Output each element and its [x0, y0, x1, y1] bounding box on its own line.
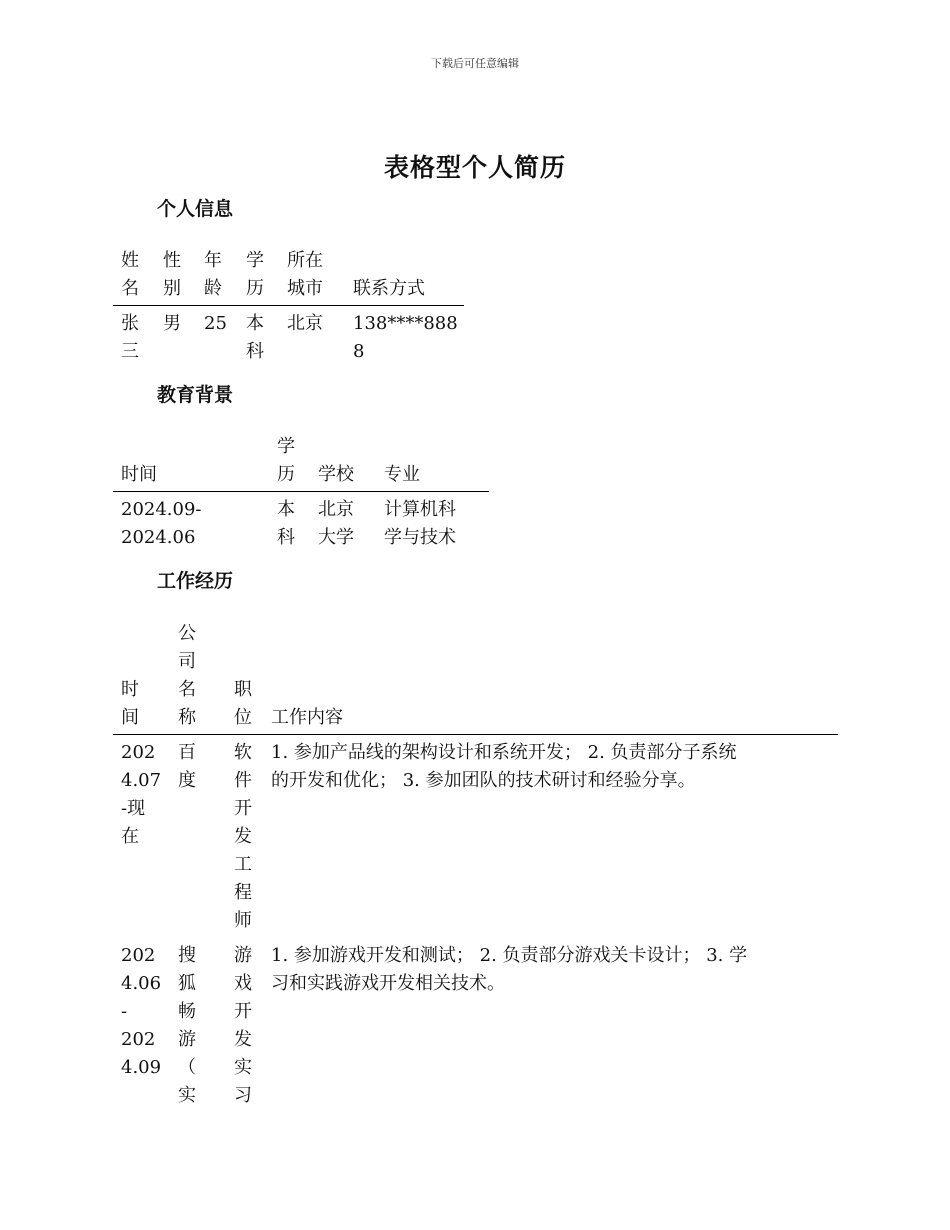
cell-contact: 138****888 8 — [353, 313, 458, 362]
cell-company: 搜 狐 畅 游 （ 实 — [178, 945, 196, 1106]
cell-degree: 本 科 — [277, 499, 295, 548]
cell-content: 1. 参加产品线的架构设计和系统开发； 2. 负责部分子系统 的开发和优化； 3. 参加团队的技术研讨和经验分享。 — [271, 742, 737, 791]
cell-major: 计算机科 学与技术 — [384, 499, 456, 548]
header-school: 学校 — [318, 464, 354, 485]
cell-education: 本 科 — [246, 313, 264, 362]
header-major: 专业 — [384, 464, 420, 485]
header-divider — [113, 305, 464, 306]
cell-position: 软 件 开 发 工 程 师 — [234, 742, 252, 931]
cell-age: 25 — [204, 313, 227, 334]
header-education: 学 历 — [246, 250, 264, 299]
cell-name: 张 三 — [121, 313, 139, 362]
header-content: 工作内容 — [271, 707, 343, 728]
cell-gender: 男 — [163, 313, 181, 334]
header-divider — [113, 734, 838, 735]
header-time: 时间 — [121, 464, 157, 485]
header-name: 姓 名 — [121, 250, 139, 299]
header-divider — [113, 491, 489, 492]
header-position: 职 位 — [234, 679, 252, 728]
section-heading-education: 教育背景 — [157, 384, 234, 406]
cell-school: 北京 大学 — [318, 499, 354, 548]
header-gender: 性 别 — [163, 250, 181, 299]
cell-time: 2024.09- 2024.06 — [121, 499, 202, 548]
cell-time: 202 4.06 - 202 4.09 — [121, 945, 162, 1078]
header-city: 所在 城市 — [287, 250, 323, 299]
header-contact: 联系方式 — [353, 278, 425, 299]
cell-time: 202 4.07 -现 在 — [121, 742, 162, 847]
page-title: 表格型个人简历 — [383, 153, 566, 182]
section-heading-personal: 个人信息 — [157, 198, 234, 220]
cell-company: 百 度 — [178, 742, 196, 791]
header-company: 公 司 名 称 — [178, 623, 196, 728]
section-heading-work: 工作经历 — [157, 570, 234, 592]
header-time: 时 间 — [121, 679, 139, 728]
header-note: 下载后可任意编辑 — [431, 57, 519, 70]
header-age: 年 龄 — [204, 250, 222, 299]
cell-content: 1. 参加游戏开发和测试； 2. 负责部分游戏关卡设计； 3. 学 习和实践游戏开发相关技术。 — [271, 945, 748, 994]
header-degree: 学 历 — [277, 436, 295, 485]
cell-position: 游 戏 开 发 实 习 — [234, 945, 252, 1106]
cell-city: 北京 — [287, 313, 323, 334]
